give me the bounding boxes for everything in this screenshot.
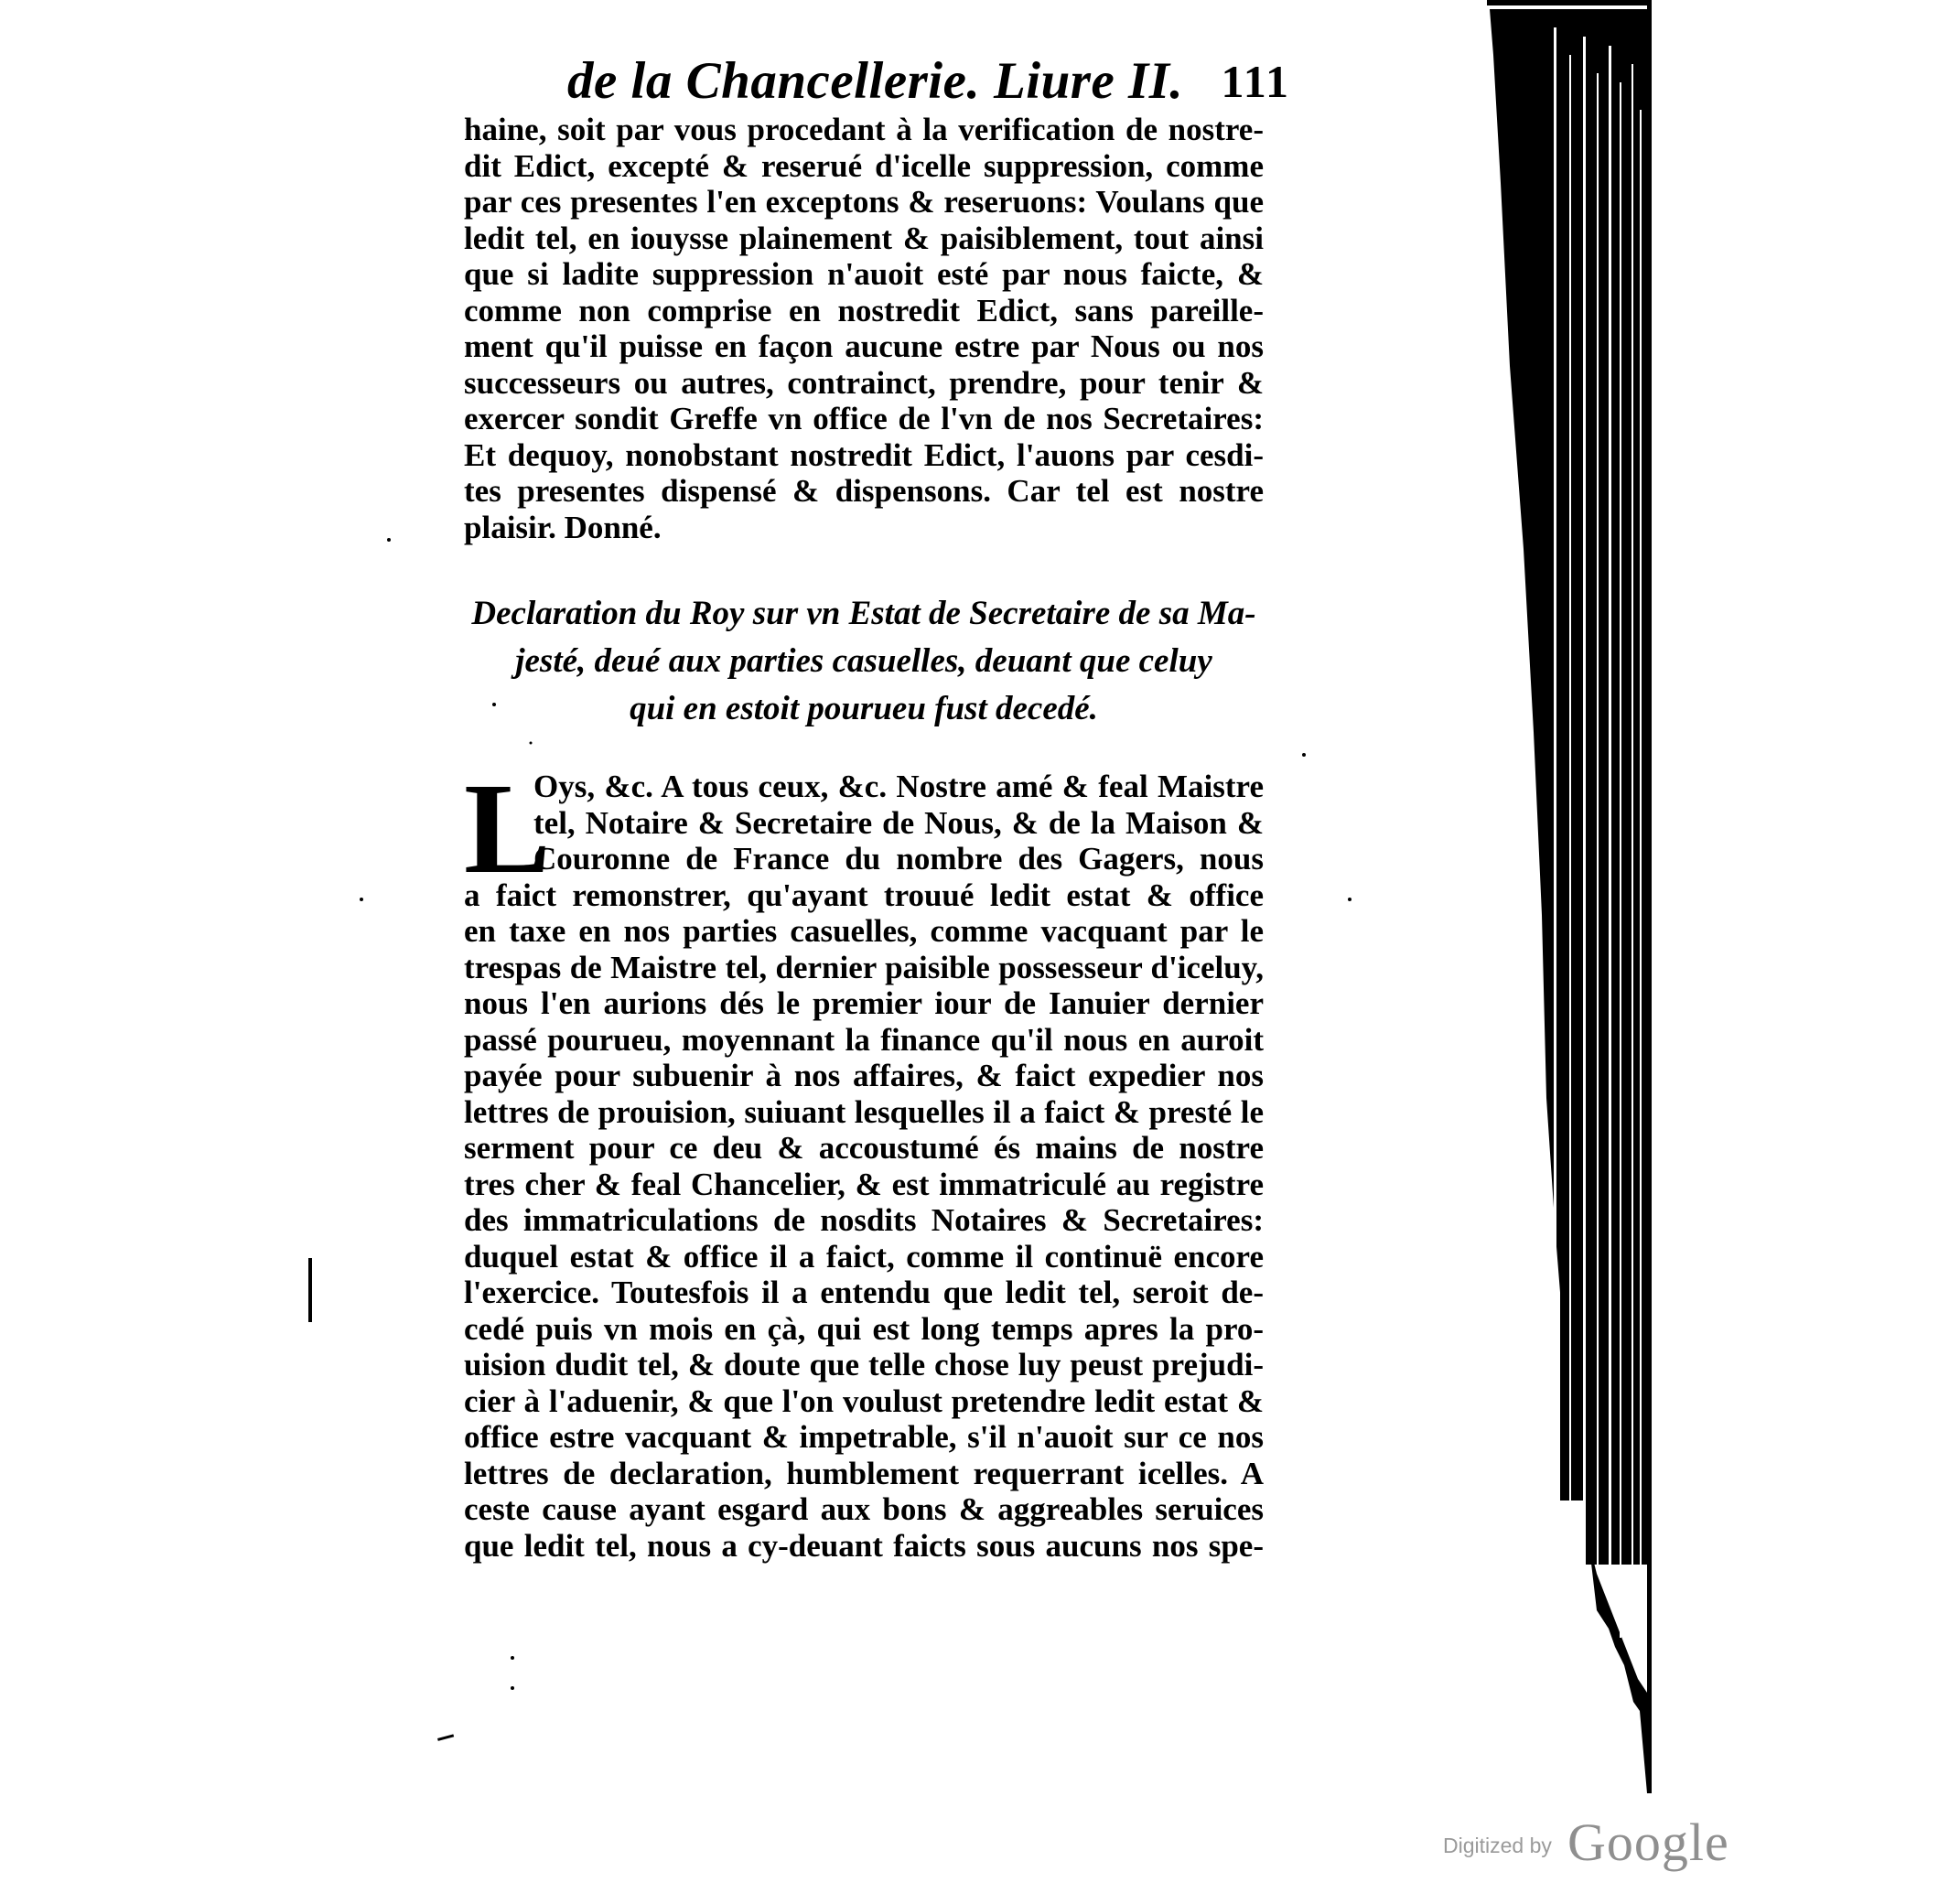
text-line: office estre vacquant & impetrable, s'il n'auoit sur ce nos bbox=[464, 1419, 1264, 1455]
text-line: lettres de declaration, humblement requerrant icelles. A bbox=[464, 1455, 1264, 1491]
heading-line: jesté, deué aux parties casuelles, deuant que celuy bbox=[515, 642, 1212, 680]
text-line: Et dequoy, nonobstant nostredit Edict, l'auons par cesdi- bbox=[464, 436, 1264, 473]
heading-line: Declaration du Roy sur vn Estat de Secretaire de sa Ma- bbox=[471, 595, 1256, 632]
text-line: plaisir. Donné. bbox=[464, 509, 662, 545]
body-text-block bbox=[464, 756, 1264, 1564]
text-line: exercer sondit Greffe vn office de l'vn de nos Secretaires: bbox=[464, 401, 1264, 436]
google-logo: Google bbox=[1567, 1813, 1729, 1872]
text-line: uision dudit tel, & doute que telle chose luy peust prejudi- bbox=[464, 1347, 1264, 1382]
text-line: que si ladite suppression n'auoit esté par nous faicte, & bbox=[464, 256, 1264, 292]
heading-line: qui en estoit pourueu fust decedé. bbox=[630, 690, 1098, 727]
text-line: comme non comprise en nostredit Edict, sans pareille- bbox=[464, 292, 1264, 328]
preceding-text-block bbox=[464, 112, 1264, 545]
text-line: ceste cause ayant esgard aux bons & aggreables seruices bbox=[464, 1491, 1264, 1527]
text-line: des immatriculations de nosdits Notaires & Secretaires: bbox=[464, 1202, 1264, 1238]
text-line: successeurs ou autres, contrainct, prendre, pour tenir & bbox=[464, 364, 1264, 401]
text-line: tel, Notaire & Secretaire de Nous, & de la Maison & bbox=[533, 804, 1264, 841]
text-line: l'exercice. Toutesfois il a entendu que ledit tel, seroit de- bbox=[464, 1275, 1264, 1310]
text-line: ment qu'il puisse en façon aucune estre par Nous ou nos bbox=[464, 328, 1264, 364]
text-line: haine, soit par vous procedant à la verification de nostre- bbox=[464, 112, 1264, 147]
text-line: tes presentes dispensé & dispensons. Car tel est nostre bbox=[464, 473, 1264, 509]
text-line: ledit tel, en iouysse plainement & paisiblement, tout ainsi bbox=[464, 220, 1264, 256]
page-edge-shadow bbox=[1473, 0, 1960, 1904]
text-line: cedé puis vn mois en çà, qui est long temps apres la pro- bbox=[464, 1310, 1264, 1347]
text-line: Oys, &c. A tous ceux, &c. Nostre amé & feal Maistre bbox=[533, 769, 1264, 804]
section-heading bbox=[464, 590, 1264, 733]
text-line: par ces presentes l'en exceptons & reseruons: Voulans que bbox=[464, 184, 1264, 220]
text-line: que ledit tel, nous a cy-deuant faicts sous aucuns nos spe- bbox=[464, 1527, 1264, 1564]
text-line: trespas de Maistre tel, dernier paisible possesseur d'iceluy, bbox=[464, 949, 1264, 985]
text-line: cier à l'aduenir, & que l'on voulust pretendre ledit estat & bbox=[464, 1382, 1264, 1419]
text-line: tres cher & feal Chancelier, & est immatriculé au registre bbox=[464, 1166, 1264, 1202]
text-line: nous l'en aurions dés le premier iour de Ianuier dernier bbox=[464, 985, 1264, 1021]
text-line: dit Edict, excepté & reserué d'icelle suppression, comme bbox=[464, 147, 1264, 184]
text-line: serment pour ce deu & accoustumé és mains de nostre bbox=[464, 1130, 1264, 1166]
digitized-watermark bbox=[1443, 1812, 1736, 1872]
page-number: 111 bbox=[1221, 56, 1290, 107]
text-line: duquel estat & office il a faict, comme il continuë encore bbox=[464, 1238, 1264, 1275]
digitized-by-label: Digitized by bbox=[1443, 1834, 1552, 1857]
text-line: a faict remonstrer, qu'ayant trouué ledit estat & office bbox=[464, 877, 1264, 913]
running-title: de la Chancellerie. Liure II. bbox=[567, 52, 1184, 110]
text-line: lettres de prouision, suiuant lesquelles il a faict & presté le bbox=[464, 1093, 1264, 1130]
running-head bbox=[567, 44, 1290, 117]
text-line: Couronne de France du nombre des Gagers, nous bbox=[533, 841, 1264, 877]
text-line: en taxe en nos parties casuelles, comme vacquant par le bbox=[464, 913, 1264, 949]
drop-cap-initial: L bbox=[464, 756, 551, 900]
text-line: passé pourueu, moyennant la finance qu'il nous en auroit bbox=[464, 1021, 1264, 1058]
text-line: payée pour subuenir à nos affaires, & faict expedier nos bbox=[464, 1058, 1264, 1093]
